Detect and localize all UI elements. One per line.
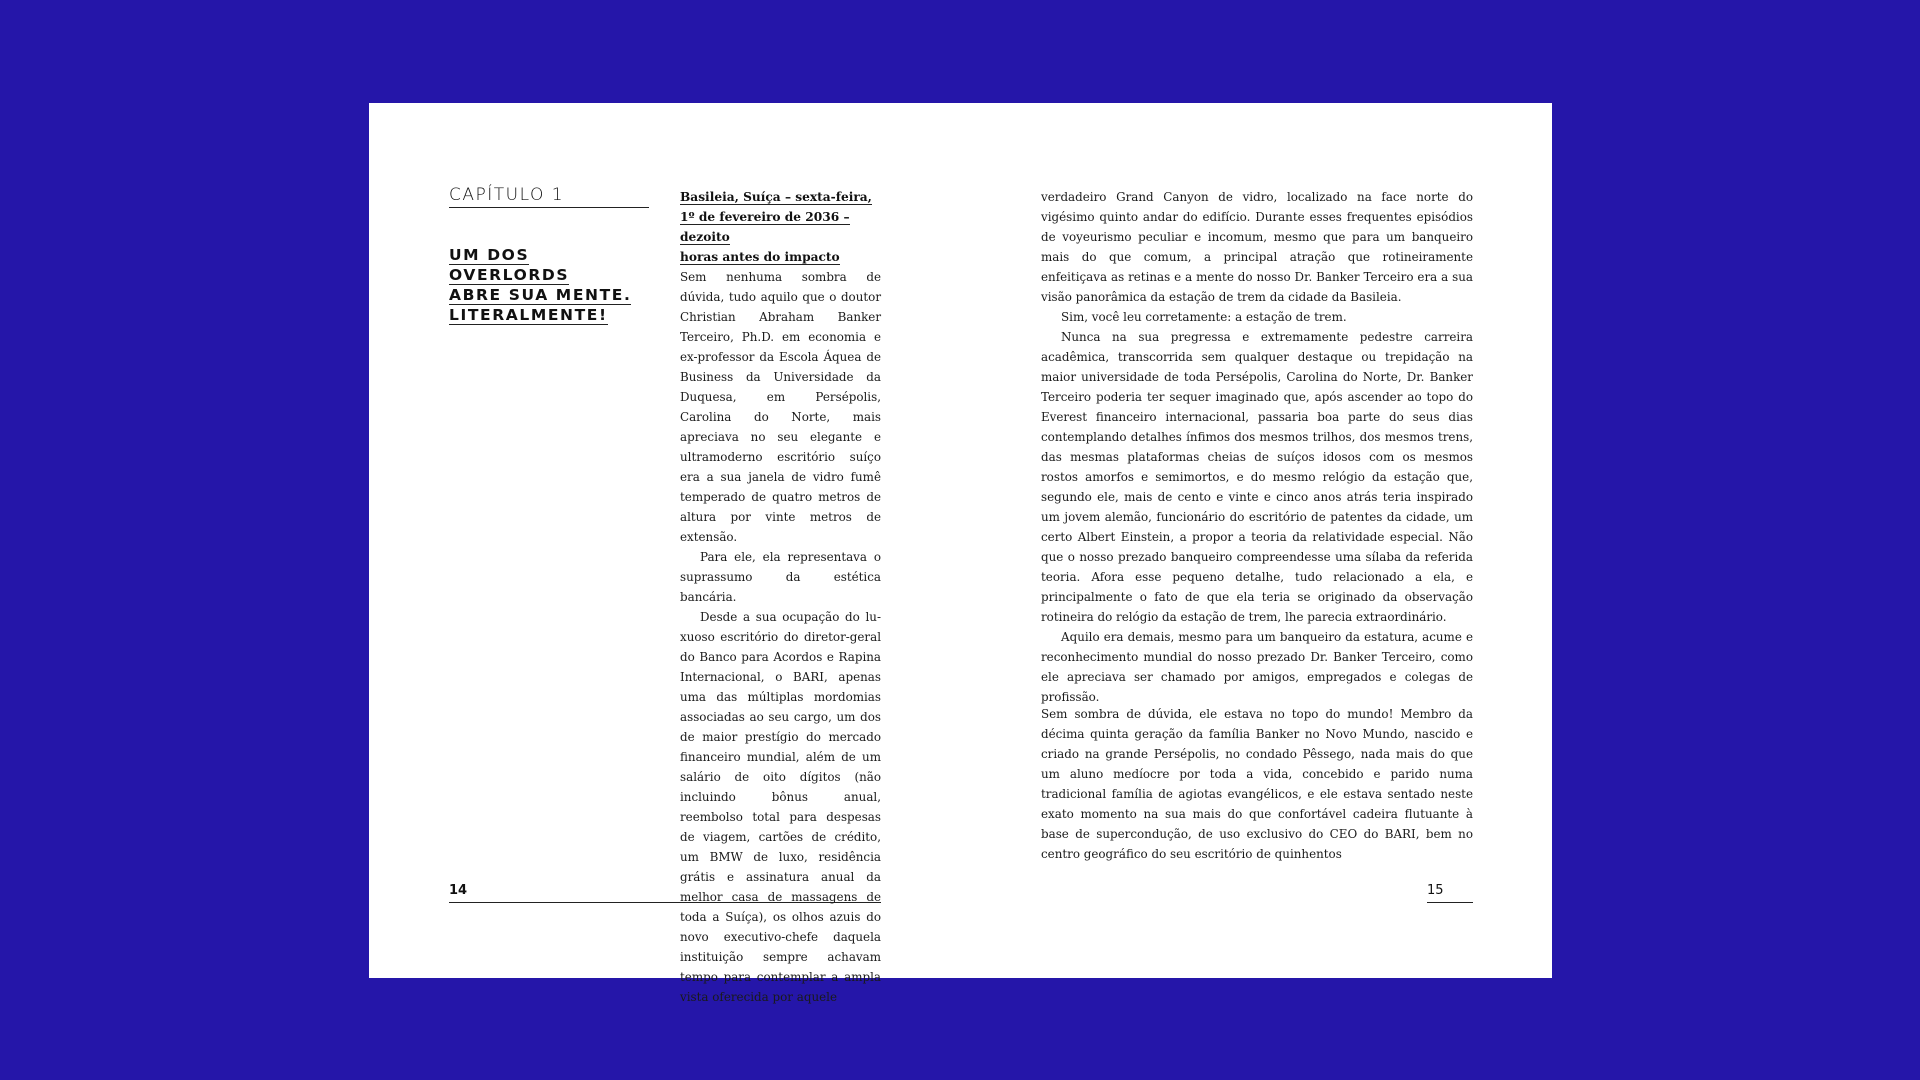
paragraph: Sim, você leu corretamente: a estação de trem.: [1061, 310, 1347, 324]
chapter-title-line: LITERALMENTE!: [449, 306, 608, 324]
location-header-line: horas antes do impacto: [680, 250, 840, 264]
chapter-title-line: OVERLORDS: [449, 266, 570, 284]
chapter-label: CAPÍTULO 1: [449, 185, 649, 208]
chapter-title-line: UM DOS: [449, 246, 530, 264]
book-spread: [369, 103, 1552, 1004]
paragraph: Desde a sua ocupação do luxuoso escritório do diretor-geral do Banco para Acordos e Rapina Internacional, o BARI, apenas uma das múltiplas mordomias associadas ao seu cargo, um dos de maior prestígio do mercado financeiro mundial, além de um salário de oito dígitos (não incluindo bônus anual, reembolso total para despesas de viagem, cartões de crédito, um BMW de luxo, residência grátis e assinatura anual da melhor casa de massagens de toda a Suíça), os olhos azuis do novo executivo-chefe daquela instituição sempre achavam tempo para contemplar a ampla vista oferecida por aquele: [680, 610, 881, 1004]
right-page-section-2: [1041, 704, 1473, 864]
paragraph: Sem nenhuma sombra de dúvida, tudo aquilo que o doutor Christian Abraham Banker Terceiro, Ph.D. em economia e ex-professor da Escola Áquea de Business da Universidade da Duquesa, em Persépolis, Carolina do Norte, mais apreciava no seu elegante e ultramoderno escritório suíço era a sua janela de vidro fumê temperado de quatro metros de altura por vinte metros de extensão.: [680, 270, 881, 544]
location-header: [680, 187, 890, 267]
paragraph: verdadeiro Grand Canyon de vidro, localizado na face norte do vigésimo quinto andar do edifício. Durante esses frequentes episódios de voyeurismo peculiar e incomum, mesmo que para um banqueiro mais do que comum, a principal atração que rotineiramente enfeitiçava as retinas e a mente do nosso Dr. Banker Terceiro era a sua visão panorâmica da estação de trem da cidade da Basileia.: [1041, 190, 1473, 304]
paragraph: Sem sombra de dúvida, ele estava no topo do mundo! Membro da décima quinta geração da família Banker no Novo Mundo, nascido e criado na grande Persépolis, no condado Pêssego, nada mais do que um aluno medíocre por toda a vida, concebido e parido numa tradicional família de agiotas evangélicos, e ele estava sentado neste exato momento na sua mais do que confortável cadeira flutuante à base de supercondução, de uso exclusivo do CEO do BARI, bem no centro geográfico do seu escritório de quinhentos: [1041, 707, 1473, 861]
location-header-line: 1º de fevereiro de 2036 – dezoito: [680, 210, 850, 244]
location-header-line: Basileia, Suíça – sexta-feira,: [680, 190, 872, 204]
page-number-left: 14: [449, 883, 881, 903]
paragraph: Nunca na sua pregressa e extremamente pedestre carreira acadêmica, transcorrida sem qualquer destaque ou trepidação na maior universidade de toda Persépolis, Carolina do Norte, Dr. Banker Terceiro poderia ter sequer imaginado que, após ascender ao topo do Everest financeiro internacional, passaria boa parte do seus dias contemplando detalhes ínfimos dos mesmos trilhos, dos mesmos trens, das mesmas plataformas cheias de suíços idosos com os mesmos rostos amorfos e semimortos, e do mesmo relógio da estação que, segundo ele, mais de cento e vinte e cinco anos atrás teria inspirado um jovem alemão, funcionário do escritório de patentes da cidade, um certo Albert Einstein, a propor a teoria da relatividade especial. Não que o nosso prezado banqueiro compreendesse uma sílaba da referida teoria. Afora esse pequeno detalhe, tudo relacionado a ela, e principalmente o fato de que ela teria se originado da observação rotineira do relógio da estação de trem, lhe parecia extraordinário.: [1041, 330, 1473, 624]
paragraph: Para ele, ela representava o suprassumo da estética bancária.: [680, 550, 881, 604]
chapter-title: [449, 245, 649, 325]
chapter-title-line: ABRE SUA MENTE.: [449, 286, 632, 304]
page-number-right: 15: [1427, 883, 1473, 903]
paragraph: Aquilo era demais, mesmo para um banqueiro da estatura, acume e reconhecimento mundial do nosso prezado Dr. Banker Terceiro, como ele apreciava ser chamado por amigos, empregados e colegas de profissão.: [1041, 630, 1473, 704]
right-page-body: [1041, 187, 1473, 707]
